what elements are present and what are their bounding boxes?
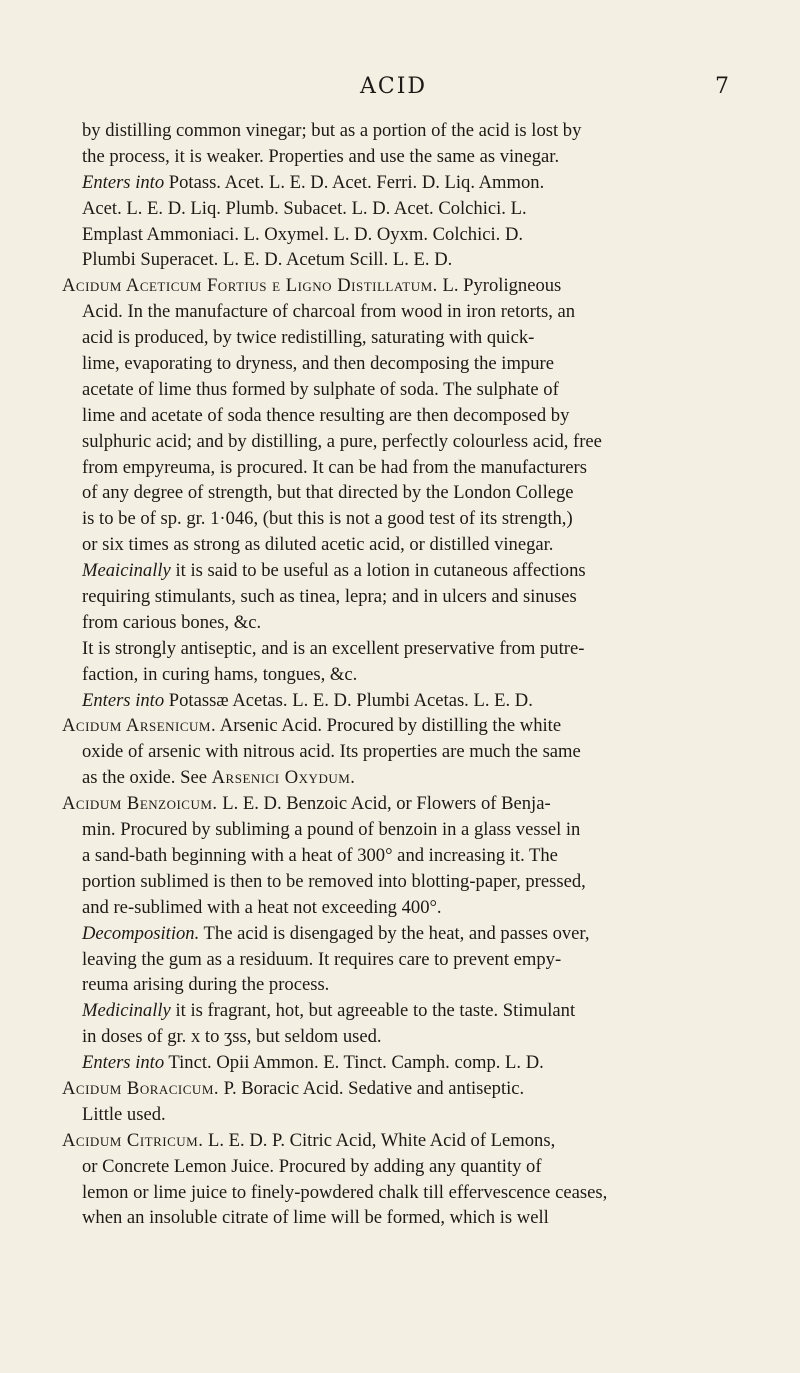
- body-text: [62, 118, 742, 1231]
- line-text: portion sublimed is then to be removed into blotting-paper, pressed,: [82, 870, 586, 892]
- entry-heading: Acidum Boracicum.: [62, 1077, 220, 1099]
- text-line: [62, 662, 742, 688]
- text-line: [62, 791, 742, 817]
- line-text: L. E. D. P. Citric Acid, White Acid of Lemons,: [203, 1129, 556, 1151]
- line-text: a sand-bath beginning with a heat of 300° and increasing it. The: [82, 844, 558, 866]
- line-text: Plumbi Superacet. L. E. D. Acetum Scill. L. E. D.: [82, 249, 453, 271]
- text-line: [62, 144, 742, 170]
- line-text: in doses of gr. x to ʒss, but seldom used.: [82, 1026, 382, 1048]
- text-line: [62, 118, 742, 144]
- text-line: [62, 636, 742, 662]
- text-line: [62, 1102, 742, 1128]
- line-text: from carious bones, &c.: [82, 611, 262, 633]
- line-text: lime and acetate of soda thence resulting are then decomposed by: [82, 404, 570, 426]
- line-text: Emplast Ammoniaci. L. Oxymel. L. D. Oyxm. Colchici. D.: [82, 223, 524, 245]
- text-line: [62, 480, 742, 506]
- text-line: [62, 247, 742, 273]
- line-text: Potass. Acet. L. E. D. Acet. Ferri. D. Liq. Ammon.: [164, 171, 545, 193]
- italic-label: Meaicinally: [82, 560, 171, 582]
- text-line: [62, 455, 742, 481]
- text-line: [62, 739, 742, 765]
- text-line: [62, 506, 742, 532]
- text-line: [62, 688, 742, 714]
- line-text: acetate of lime thus formed by sulphate of soda. The sulphate of: [82, 378, 559, 400]
- text-line: [62, 895, 742, 921]
- text-line: [62, 921, 742, 947]
- text-line: [62, 1050, 742, 1076]
- line-text: leaving the gum as a residuum. It requires care to prevent empy-: [82, 948, 562, 970]
- line-text: P. Boracic Acid. Sedative and antiseptic.: [219, 1077, 525, 1099]
- line-text: lime, evaporating to dryness, and then decomposing the impure: [82, 353, 554, 375]
- text-line: [62, 610, 742, 636]
- italic-label: Enters into: [82, 1052, 165, 1074]
- line-text: reuma arising during the process.: [82, 974, 330, 996]
- text-line: [62, 765, 742, 791]
- line-text: the process, it is weaker. Properties and use the same as vinegar.: [82, 145, 560, 167]
- text-line: [62, 1154, 742, 1180]
- line-text: lemon or lime juice to finely-powdered chalk till effervescence ceases,: [82, 1181, 608, 1203]
- line-text: as the oxide. See: [82, 767, 212, 789]
- line-text: Tinct. Opii Ammon. E. Tinct. Camph. comp. L. D.: [164, 1052, 544, 1074]
- line-text: or six times as strong as diluted acetic acid, or distilled vinegar.: [82, 534, 554, 556]
- line-text: it is fragrant, hot, but agreeable to the taste. Stimulant: [170, 1000, 576, 1022]
- text-line: [62, 998, 742, 1024]
- line-text: faction, in curing hams, tongues, &c.: [82, 663, 358, 685]
- line-text: by distilling common vinegar; but as a portion of the acid is lost by: [82, 120, 582, 141]
- italic-label: Enters into: [82, 171, 165, 193]
- italic-label: Enters into: [82, 689, 165, 711]
- entry-heading: Acidum Benzoicum.: [62, 793, 218, 815]
- line-text: min. Procured by subliming a pound of benzoin in a glass vessel in: [82, 819, 581, 841]
- text-line: [62, 558, 742, 584]
- text-line: [62, 532, 742, 558]
- line-text: Arsenic Acid. Procured by distilling the white: [216, 715, 562, 737]
- entry-heading: Acidum Aceticum Fortius e Ligno Distillatum.: [62, 275, 438, 297]
- line-text: it is said to be useful as a lotion in cutaneous affections: [170, 560, 586, 582]
- italic-label: Medicinally: [82, 1000, 171, 1022]
- text-line: [62, 351, 742, 377]
- page-number: 7: [715, 74, 729, 99]
- text-line: [62, 1205, 742, 1231]
- line-text: Potassæ Acetas. L. E. D. Plumbi Acetas. L. E. D.: [164, 689, 533, 711]
- text-line: [62, 222, 742, 248]
- line-text: Acet. L. E. D. Liq. Plumb. Subacet. L. D. Acet. Colchici. L.: [82, 197, 527, 219]
- line-text: acid is produced, by twice redistilling, saturating with quick-: [82, 327, 535, 349]
- text-line: [62, 273, 742, 299]
- text-line: [62, 713, 742, 739]
- line-text: It is strongly antiseptic, and is an excellent preservative from putre-: [82, 637, 585, 659]
- text-line: [62, 972, 742, 998]
- italic-label: Decomposition.: [82, 922, 200, 944]
- text-line: [62, 377, 742, 403]
- line-text: of any degree of strength, but that directed by the London College: [82, 482, 574, 504]
- text-line: [62, 817, 742, 843]
- line-text: requiring stimulants, such as tinea, lepra; and in ulcers and sinuses: [82, 586, 577, 608]
- line-text: when an insoluble citrate of lime will be formed, which is well: [82, 1207, 549, 1229]
- text-line: [62, 299, 742, 325]
- line-text: and re-sublimed with a heat not exceeding 400°.: [82, 896, 442, 918]
- text-line: [62, 170, 742, 196]
- text-line: [62, 947, 742, 973]
- text-line: [62, 196, 742, 222]
- running-head: [0, 74, 800, 104]
- text-line: [62, 584, 742, 610]
- text-line: [62, 403, 742, 429]
- text-line: [62, 1180, 742, 1206]
- line-text: from empyreuma, is procured. It can be had from the manufacturers: [82, 456, 587, 478]
- text-line: [62, 843, 742, 869]
- text-line: [62, 325, 742, 351]
- line-text: oxide of arsenic with nitrous acid. Its properties are much the same: [82, 741, 581, 763]
- line-text: L. Pyroligneous: [437, 275, 562, 297]
- line-text: Acid. In the manufacture of charcoal from wood in iron retorts, an: [82, 301, 576, 323]
- entry-heading: Acidum Arsenicum.: [62, 715, 217, 737]
- text-line: [62, 869, 742, 895]
- text-line: [62, 1076, 742, 1102]
- running-title: ACID: [360, 74, 428, 99]
- line-text: sulphuric acid; and by distilling, a pure, perfectly colourless acid, free: [82, 430, 602, 452]
- line-text: or Concrete Lemon Juice. Procured by adding any quantity of: [82, 1155, 542, 1177]
- entry-heading: Arsenici Oxydum.: [211, 767, 356, 789]
- text-line: [62, 1128, 742, 1154]
- text-line: [62, 429, 742, 455]
- line-text: L. E. D. Benzoic Acid, or Flowers of Benja-: [217, 793, 551, 815]
- line-text: The acid is disengaged by the heat, and passes over,: [199, 922, 590, 944]
- line-text: is to be of sp. gr. 1·046, (but this is not a good test of its strength,): [82, 508, 573, 530]
- text-line: [62, 1024, 742, 1050]
- line-text: Little used.: [82, 1103, 166, 1125]
- entry-heading: Acidum Citricum.: [62, 1129, 204, 1151]
